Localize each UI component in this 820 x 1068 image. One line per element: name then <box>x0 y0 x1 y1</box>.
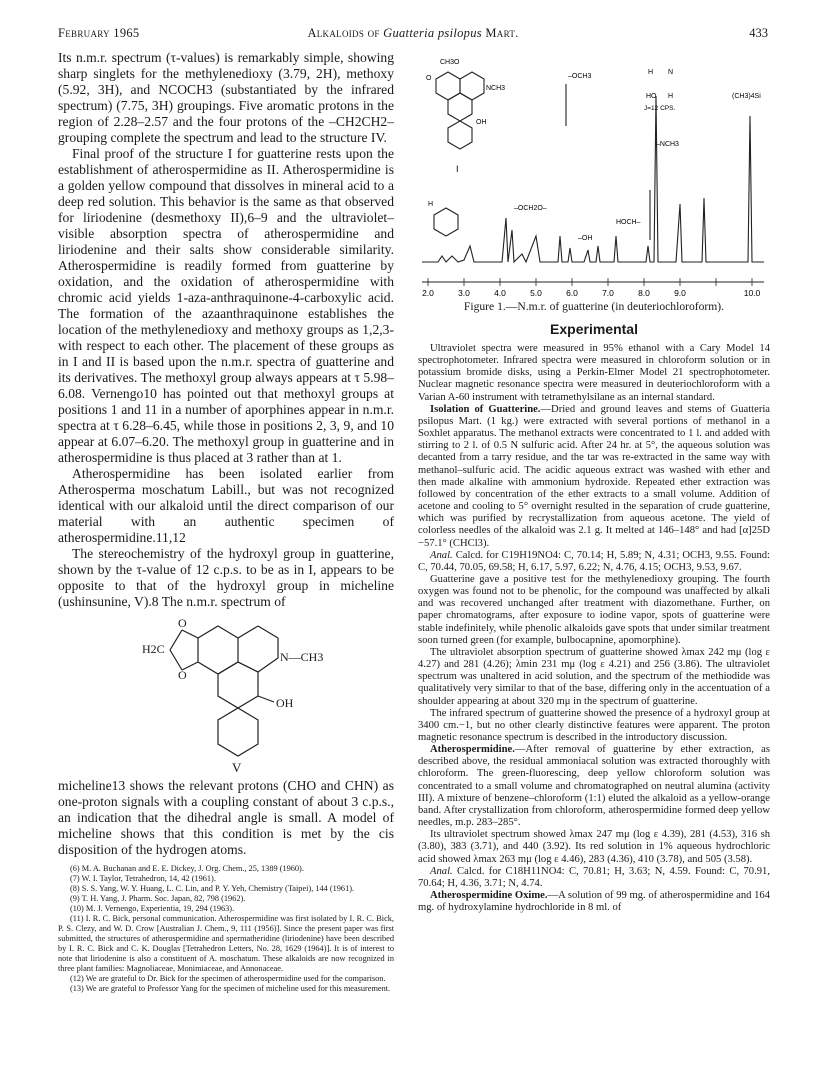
struct-v-o-bottom: O <box>178 668 187 682</box>
paragraph-atherospermidine: Final proof of the structure I for guatterine rests upon the establishment of atherospermidine as II. Atherospermidine is a golden yellow compound that dissolves in mineral acid to a deep red solution. This behavior is the same as that observed for liriodenine (desmethoxy II),6–9 and the ultraviolet–visible absorption spectra of atherospermidine and liriodenine and their salts show considerable similarity. Atherospermidine is readily formed from guatterine by oxidation, and the oxidation of atherospermidine with chromic acid yields 1-aza-anthraquinone-4-carboxylic acid. The formation of the azaanthraquinone establishes the location of the methylenedioxy and methoxy groups as 1,2,3- with respect to each other. The placement of these groups as in I and II is based upon the n.m.r. spectra of guatterine and its derivatives. The methoxyl group always appears at τ 5.98–6.08. Vernengo10 has pointed out that methoxyl groups at positions 1 and 11 in a number of aporphines appear in n.m.r. spectra at τ 6.28–6.45, while those in positions 2, 3, 9, and 10 appear at 6.07–6.20. The methoxyl group in guatterine and in atherospermidine is thus placed at 3 rather than at 1. <box>58 146 394 465</box>
peak-label-oh: –OH <box>578 235 593 242</box>
paragraph-atherospermidine-exp: Atherospermidine.—After removal of guatterine by ether extraction, as described above, the residual ammoniacal solution was extracted thoroughly with chloroform. The green-fluorescing, deep yellow chloroform solution was concentrated to a small volume and chromatographed on neutral alumina (activity III). A mixture of benzene–chloroform (1:1) eluted the alkaloid as a yellow-orange band. After crystallization from chloroform, atherospermidine formed deep yellow needles, m.p. 283–285°. <box>418 744 770 829</box>
footnotes <box>58 864 394 994</box>
axis-tick-label: 5.0 <box>530 288 542 298</box>
struct-v-o-top: O <box>178 616 187 630</box>
peak-label-och3: –OCH3 <box>568 73 592 80</box>
peak-label-h2: H <box>668 93 674 100</box>
paragraph-atherosperma: Atherospermidine has been isolated earlier from Atherosperma moschatum Labill., but was not recognized identical with our alkaloid until the direct comparison of our material with an authentic specimen of atherospermidine.11,12 <box>58 466 394 545</box>
paragraph-oxime: Atherospermidine Oxime.—A solution of 99 mg. of atherospermidine and 164 mg. of hydroxylamine hydrochloride in 8 ml. of <box>418 890 770 914</box>
peak-label-hoch: HOCH– <box>616 219 641 226</box>
peak-label-nch3: –NCH3 <box>656 141 679 148</box>
axis-tick-label: 3.0 <box>458 288 470 298</box>
struct-v-h2c: H2C <box>142 642 165 656</box>
footnote: (7) W. I. Taylor, Tetrahedron, 14, 42 (1961). <box>70 874 216 883</box>
running-header <box>58 26 768 42</box>
axis-tick-label: 4.0 <box>494 288 506 298</box>
paragraph-anal-2: Anal. Calcd. for C18H11NO4: C, 70.81; H, 3.63; N, 4.59. Found: C, 70.91, 70.64; H, 4.36, 3.71; N, 4.74. <box>418 865 770 889</box>
header-date: February 1965 <box>58 26 140 40</box>
nmr-trace <box>422 96 764 262</box>
structure-i-ring-a <box>436 72 460 100</box>
footnote: (13) We are grateful to Professor Yang for the specimen of micheline used for this measurement. <box>70 984 391 993</box>
footnote: (12) We are grateful to Dr. Bick for the specimen of atherospermidine used for the comparison. <box>70 974 386 983</box>
struct-v-numeral: V <box>232 760 242 775</box>
page-number: 433 <box>749 26 768 40</box>
struct-i-o: O <box>426 75 432 82</box>
struct-i-ch3o: CH3O <box>440 59 460 66</box>
nmr-spectrum <box>418 50 770 298</box>
axis-tick-label: 9.0 <box>674 288 686 298</box>
footnote: (9) T. H. Yang, J. Pharm. Soc. Japan, 82, 798 (1962). <box>70 894 246 903</box>
struct-v-nch3: N—CH3 <box>280 650 324 664</box>
paragraph-anal-1: Anal. Calcd. for C19H19NO4: C, 70.14; H, 5.89; N, 4.31; OCH3, 9.55. Found: C, 70.44, 70.05, 69.58; H, 6.17, 5.97, 6.22; N, 4.76, 4.15; OCH3, 9.53, 9.67. <box>418 549 770 573</box>
axis-tick-label: 2.0 <box>422 288 434 298</box>
footnote: (10) M. J. Vernengo, Experientia, 19, 294 (1963). <box>70 904 235 913</box>
paragraph-ir-spectrum: The infrared spectrum of guatterine showed the presence of a hydroxyl group at 3400 cm.−1, but no other clearly distinctive features were apparent. The proton magnetic resonance spectrum is described in the introductory discussion. <box>418 707 770 743</box>
peak-label-ho: HO <box>646 93 657 100</box>
left-column <box>58 50 394 994</box>
footnote: (11) I. R. C. Bick, personal communication. Atherospermidine was first isolated by I. R. C. Bick, P. S. Clezy, and W. D. Crow [Australian J. Chem., 9, 111 (1956)]. Since the present paper was first submitted, the structures of atherospermidine and spermatheridine (liriodenine) have been described by I. R. C. Bick and C. K. Douglas [Tetrahedron Letters, No. 28, 1629 (1964)]. It is of interest to note that liriodenine is also a constituent of A. moschatum. These alkaloids are now recognized in three plant families: Magnoliaceae, Monimiaceae, and Annonaceae. <box>58 914 394 973</box>
structure-v-drawing <box>58 614 394 776</box>
ring-h-label: H <box>428 201 434 208</box>
peak-label-n: N <box>668 69 674 76</box>
struct-i-numeral: I <box>456 164 459 174</box>
structure-i-ring-d <box>448 121 472 149</box>
axis-tick-label: 6.0 <box>566 288 578 298</box>
peak-label-j: J=12 CPS. <box>644 105 676 112</box>
peak-label-och2o: –OCH2O– <box>514 205 547 212</box>
paragraph-instruments: Ultraviolet spectra were measured in 95% ethanol with a Cary Model 14 spectrophotometer. Infrared spectra were measured in chloroform solution or in potassium bromide disks, using a Perkin-Elmer Model 21 spectrophotometer. Nuclear magnetic resonance spectra were measured in deuteriochloroform with a Varian A-60 instrument with tetramethylsilane as an internal standard. <box>418 343 770 403</box>
header-title: Alkaloids of Guatteria psilopus Mart. <box>307 26 519 40</box>
figure-caption: Figure 1.—N.m.r. of guatterine (in deuteriochloroform). <box>463 300 725 313</box>
structure-v-micheline <box>58 614 394 776</box>
ring-b <box>218 662 258 708</box>
paragraph-uv-atherospermidine: Its ultraviolet spectrum showed λmax 247 mμ (log ε 4.39), 281 (4.53), 316 sh (3.80), 383 (3.71), and 440 (3.92). Its red solution in 1% aqueous hydrochloric acid showed λmax 263 mμ (log ε 4.46), 283 (4.36), 410 (3.78), and 505 (3.58). <box>418 829 770 865</box>
axis-tick-label: 8.0 <box>638 288 650 298</box>
paragraph-nmr-structure-iv: Its n.m.r. spectrum (τ-values) is remarkably simple, showing sharp singlets for the methylenedioxy (3.79, 2H), methoxy (5.92, 3H), and NCOCH3 (substantiated by the infrared spectrum) (7.75, 3H) groupings. Five aromatic protons in the region of 2.28–2.57 and the four protons of the –CH2CH2– grouping complete the spectrum and lead to the structure IV. <box>58 50 394 145</box>
struct-i-nch3: NCH3 <box>486 85 506 92</box>
ring-h-aromatic <box>434 208 458 236</box>
right-column <box>418 50 770 914</box>
structure-i-ring-b <box>460 72 484 100</box>
axis-tick-label: 10.0 <box>743 288 761 298</box>
axis-tick-label: 7.0 <box>602 288 614 298</box>
section-title-experimental: Experimental <box>550 321 638 337</box>
peak-label-h: H <box>648 69 654 76</box>
paragraph-stereochemistry: The stereochemistry of the hydroxyl group in guatterine, shown by the τ-value of 12 c.p.s. to be as in I, appears to be opposite to that of the hydroxyl group in micheline (ushinsunine, V).8 The n.m.r. spectrum of <box>58 546 394 609</box>
paragraph-methylenedioxy-test: Guatterine gave a positive test for the methylenedioxy grouping. The fourth oxygen was found not to be phenolic, for the compound was unaffected by alkali and was recovered unchanged after treatment with diazomethane. Further, on paper chromatograms, after exposure to iodine vapor, spots of guatterine were stable indefinitely, while phenolic alkaloids gave spots that under similar treatment soon turned green (for example, bulbocapnine, apomorphine). <box>418 573 770 646</box>
structure-i-ring-c <box>448 93 472 121</box>
struct-v-oh: OH <box>276 696 294 710</box>
peak-label-tms: (CH3)4Si <box>732 93 761 100</box>
footnote: (6) M. A. Buchanan and E. E. Dickey, J. Org. Chem., 25, 1389 (1960). <box>70 864 304 873</box>
struct-i-oh: OH <box>476 119 487 126</box>
paragraph-isolation: Isolation of Guatterine.—Dried and ground leaves and stems of Guatteria psilopus Mart. (1 kg.) were extracted with several portions of methanol in a Soxhlet apparatus. The methanol extracts were concentrated to 1 l. and added with stirring to 2 l. of 0.5 N sulfuric acid. After 24 hr. at 5°, the aqueous solution was decanted from a tarry residue, and the tar was re-extracted in the same way with methanol–sulfuric acid. The acidic aqueous extract was washed with ether and then made alkaline with ammonium hydroxide. Repeated ether extraction was followed by concentration of the ether extracts to a small volume. Addition of acetone and cooling to 5° overnight resulted in the separation of crude guatterine, which was purified by recrystallization from aqueous acetone. The yield of colorless needles of the alkaloid was 2.1 g. It melted at 146–148° and had [α]25D −57.1° (CHCl3). <box>418 403 770 549</box>
ring-d <box>218 708 258 756</box>
ring-a <box>198 626 238 674</box>
footnote: (8) S. S. Yang, W. Y. Huang, L. C. Lin, and P. Y. Yeh, Chemistry (Taipei), 144 (1961). <box>70 884 355 893</box>
figure-1-nmr <box>418 50 770 298</box>
paragraph-uv-spectrum: The ultraviolet absorption spectrum of guatterine showed λmax 242 mμ (log ε 4.27) and 281 (4.26); λmin 231 mμ (log ε 4.21) and 256 (3.86). The ultraviolet spectrum was unaltered in acid solution, and the spectrum of the methiodide was qualitatively very similar to that of the base, differing only in the accentuation of a shoulder appearing at about 320 mμ in the spectrum of guatterine. <box>418 646 770 707</box>
paragraph-micheline: micheline13 shows the relevant protons (CHO and CHN) as one-proton signals with a coupling constant of about 3 c.p.s., an indication that the dihedral angle is small. A model of micheline shows that this condition is met by the cis disposition of the hydrogen atoms. <box>58 778 394 857</box>
